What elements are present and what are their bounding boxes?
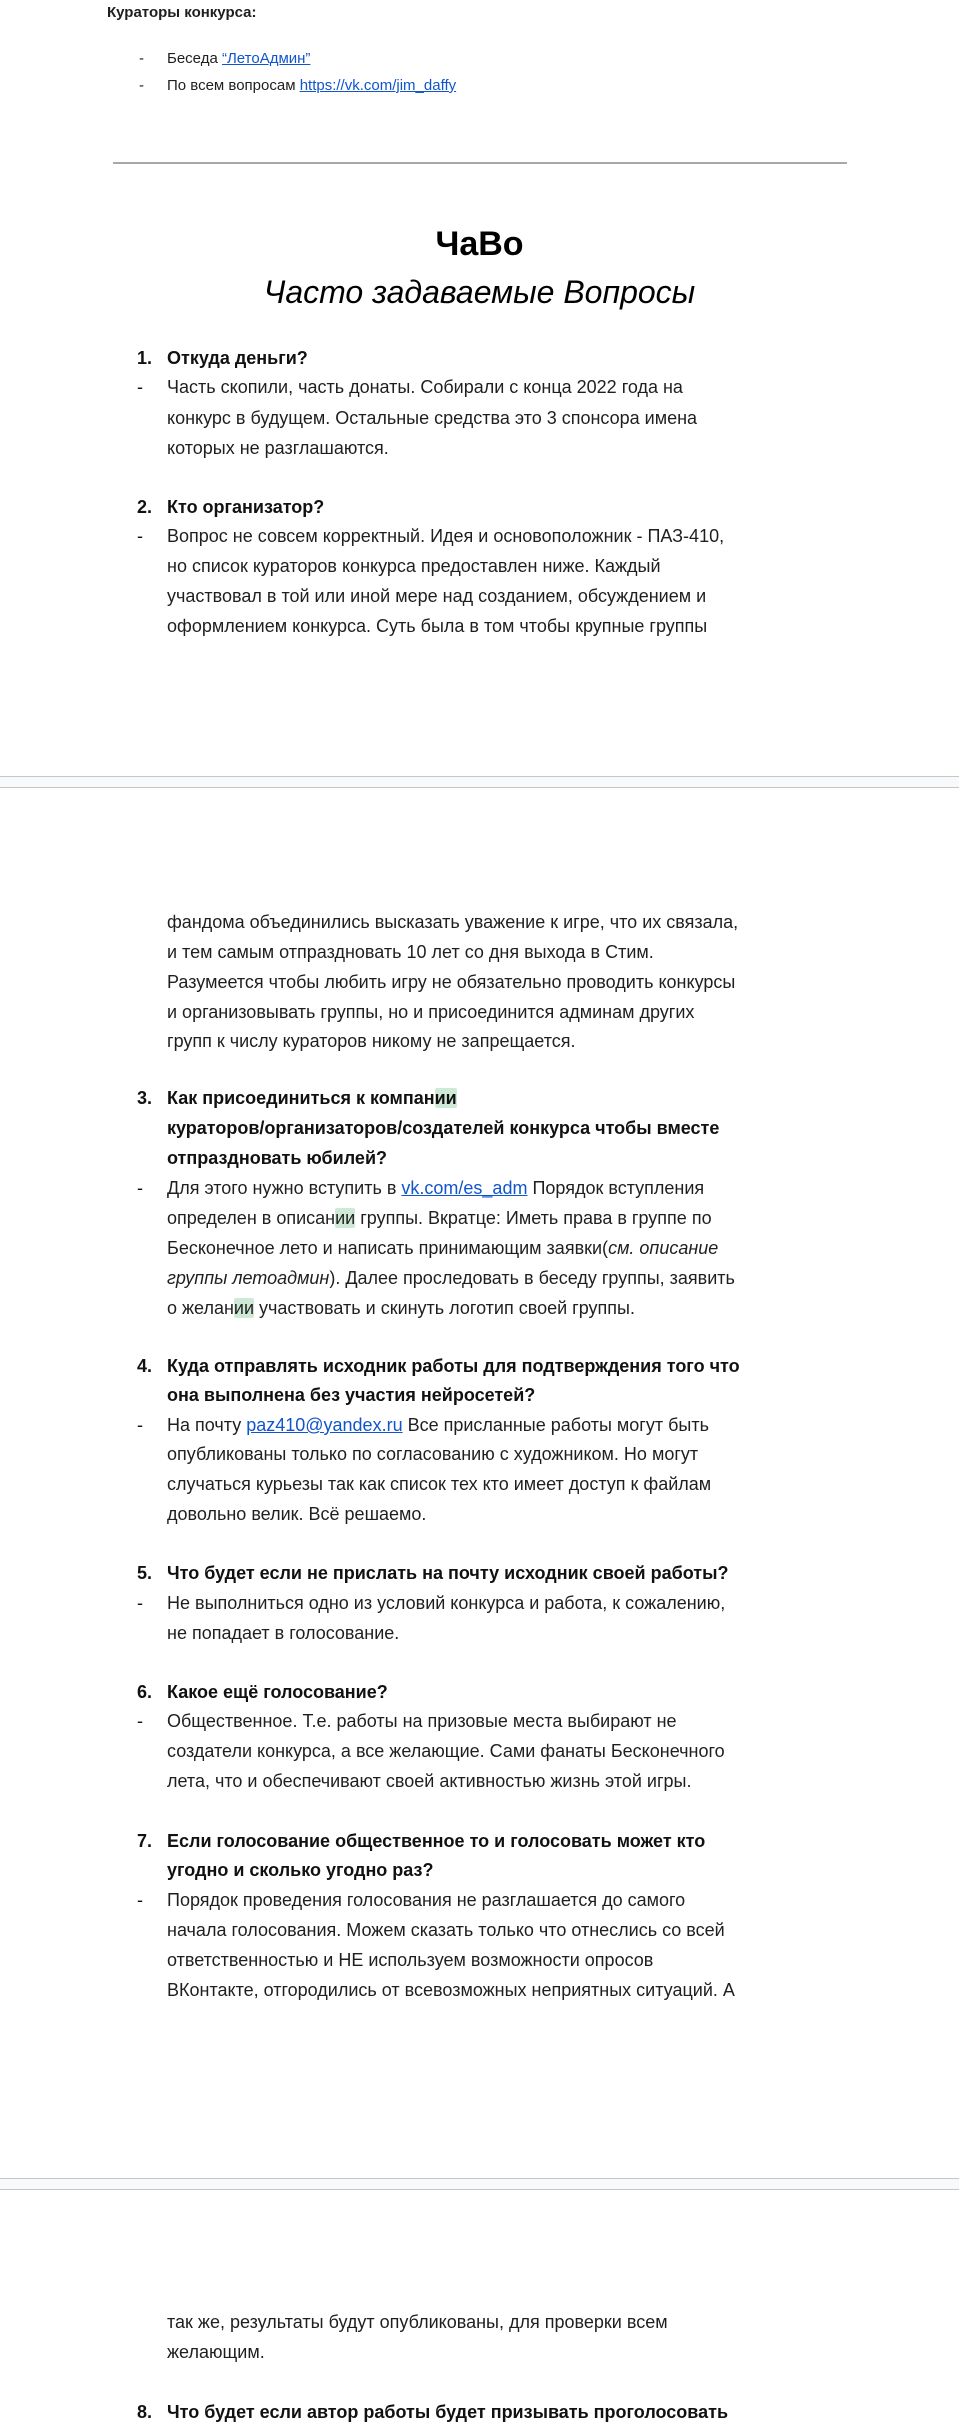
answer-bullet-dash: -: [137, 1593, 143, 1613]
question-line: [167, 1558, 728, 1588]
text-segment: Для этого нужно вступить в: [167, 1178, 402, 1198]
answer-line: [167, 1588, 725, 1618]
horizontal-divider: [113, 162, 847, 164]
text-segment: Что будет если автор работы будет призывать проголосовать: [167, 2402, 729, 2422]
email-or-vk-link[interactable]: vk.com/es_adm: [401, 1178, 528, 1198]
italic-text: см. описание: [608, 1238, 719, 1258]
text-segment: не попадает в голосование.: [167, 1623, 400, 1643]
answer-line: [167, 2337, 265, 2367]
question-line: [167, 1143, 387, 1173]
answer-bullet-dash: -: [137, 377, 143, 397]
curator-item-contact: [167, 76, 456, 96]
text-segment: Порядок вступления: [527, 1178, 705, 1198]
answer-line: [167, 521, 724, 551]
answer-line: [167, 581, 706, 611]
question-number: 1.: [137, 348, 153, 368]
text-segment: Все присланные работы могут быть: [402, 1415, 709, 1435]
answer-line: [167, 551, 661, 581]
bullet-dash: -: [139, 50, 144, 67]
letoadmin-chat-link[interactable]: “ЛетоАдмин”: [221, 50, 311, 67]
answer-line: [167, 1173, 704, 1203]
text-segment: начала голосования. Можем сказать только что отнеслись со всей: [167, 1920, 725, 1940]
text-segment: Куда отправлять исходник работы для подтверждения того что: [167, 1356, 740, 1376]
highlighted-text: ии: [335, 1208, 356, 1228]
question-line: [167, 2397, 728, 2427]
text-segment: и тем самым отпраздновать 10 лет со дня выхода в Стим.: [167, 942, 654, 962]
question-line: [167, 1083, 457, 1113]
text-segment: случаться курьезы так как список тех кто имеет доступ к файлам: [167, 1474, 712, 1494]
text-segment: определен в описан: [167, 1208, 336, 1228]
answer-line: [167, 372, 683, 402]
text-segment: отпраздновать юбилей?: [167, 1148, 388, 1168]
answer-line: [167, 1263, 735, 1293]
answer-bullet-dash: -: [137, 1890, 143, 1910]
text-segment: участвовал в той или иной мере над созданием, обсуждением и: [167, 586, 707, 606]
email-or-vk-link[interactable]: paz410@yandex.ru: [246, 1415, 403, 1435]
question-number: 2.: [137, 497, 153, 517]
page-break: [0, 2178, 959, 2190]
answer-line: [167, 1233, 718, 1263]
answer-bullet-dash: -: [137, 526, 143, 546]
answer-bullet-dash: -: [137, 1415, 143, 1435]
answer-bullet-dash: -: [137, 1178, 143, 1198]
text-segment: Вопрос не совсем корректный. Идея и основоположник - ПАЗ-410,: [167, 526, 725, 546]
answer-line: [167, 1618, 399, 1648]
text-segment: Бесконечное лето и написать принимающим заявки(: [167, 1238, 609, 1258]
curator-item-label: По всем вопросам: [167, 77, 300, 94]
answer-line: [167, 1945, 653, 1975]
question-line: [167, 492, 324, 522]
text-segment: Разумеется чтобы любить игру не обязательно проводить конкурсы: [167, 972, 736, 992]
answer-line: [167, 1766, 692, 1796]
answer-line: [167, 907, 738, 937]
text-segment: создатели конкурса, а все желающие. Сами фанаты Бесконечного: [167, 1741, 725, 1761]
italic-text: группы летоадмин: [167, 1268, 330, 1288]
faq-title: ЧаВо: [435, 225, 524, 263]
answer-line: [167, 997, 694, 1027]
answer-line: [167, 1293, 635, 1323]
question-line: [167, 343, 308, 373]
answer-line: [167, 967, 735, 997]
text-segment: Часть скопили, часть донаты. Собирали с конца 2022 года на: [167, 377, 683, 397]
text-segment: На почту: [167, 1415, 247, 1435]
text-segment: группы. Вкратце: Иметь права в группе по: [355, 1208, 712, 1228]
text-segment: Откуда деньги?: [167, 348, 308, 368]
text-segment: но список кураторов конкурса предоставлен ниже. Каждый: [167, 556, 661, 576]
text-segment: групп к числу кураторов никому не запрещается.: [167, 1031, 576, 1051]
text-segment: конкурс в будущем. Остальные средства это 3 спонсора имена: [167, 408, 698, 428]
text-segment: угодно и сколько угодно раз?: [167, 1860, 434, 1880]
question-number: 5.: [137, 1563, 153, 1583]
question-line: [167, 1826, 705, 1856]
text-segment: ответственностью и НЕ используем возможности опросов: [167, 1950, 654, 1970]
question-number: 6.: [137, 1682, 153, 1702]
answer-line: [167, 1499, 426, 1529]
question-number: 7.: [137, 1831, 153, 1851]
curator-item-chat: [167, 49, 310, 69]
question-number: 3.: [137, 1088, 153, 1108]
text-segment: желающим.: [167, 2342, 265, 2362]
answer-line: [167, 1410, 709, 1440]
answer-bullet-dash: -: [137, 1711, 143, 1731]
answer-line: [167, 1439, 698, 1469]
text-segment: ВКонтакте, отгородились от всевозможных неприятных ситуаций. А: [167, 1980, 735, 2000]
answer-line: [167, 1469, 711, 1499]
curators-heading: Кураторы конкурса:: [107, 4, 257, 21]
text-segment: Если голосование общественное то и голосовать может кто: [167, 1831, 706, 1851]
text-segment: лета, что и обеспечивают своей активностью жизнь этой игры.: [167, 1771, 692, 1791]
answer-line: [167, 611, 707, 641]
text-segment: Какое ещё голосование?: [167, 1682, 388, 1702]
text-segment: опубликованы только по согласованию с художником. Но могут: [167, 1444, 699, 1464]
text-segment: Как присоединиться к компан: [167, 1088, 435, 1108]
answer-line: [167, 1975, 735, 2005]
question-line: [167, 1351, 740, 1381]
text-segment: о желан: [167, 1298, 234, 1318]
question-line: [167, 1677, 388, 1707]
answer-line: [167, 1026, 576, 1056]
text-segment: Общественное. Т.е. работы на призовые места выбирают не: [167, 1711, 677, 1731]
highlighted-text: ии: [233, 1298, 255, 1318]
text-segment: она выполнена без участия нейросетей?: [167, 1385, 536, 1405]
text-segment: так же, результаты будут опубликованы, для проверки всем: [167, 2312, 668, 2332]
text-segment: Что будет если не прислать на почту исходник своей работы?: [167, 1563, 729, 1583]
text-segment: Порядок проведения голосования не разглашается до самого: [167, 1890, 686, 1910]
text-segment: довольно велик. Всё решаемо.: [167, 1504, 427, 1524]
text-segment: Не выполниться одно из условий конкурса и работа, к сожалению,: [167, 1593, 726, 1613]
faq-subtitle: Часто задаваемые Вопросы: [263, 274, 696, 310]
text-segment: Кто организатор?: [167, 497, 325, 517]
answer-line: [167, 1915, 725, 1945]
text-segment: и организовывать группы, но и присоединится админам других: [167, 1002, 695, 1022]
text-segment: участвовать и скинуть логотип своей группы.: [254, 1298, 635, 1318]
question-number: 8.: [137, 2402, 153, 2422]
vk-contact-link[interactable]: https://vk.com/jim_daffy: [299, 77, 457, 94]
answer-line: [167, 937, 654, 967]
answer-line: [167, 403, 697, 433]
answer-line: [167, 1885, 685, 1915]
question-line: [167, 1855, 433, 1885]
question-line: [167, 1380, 535, 1410]
text-segment: ). Далее проследовать в беседу группы, заявить: [329, 1268, 735, 1288]
text-segment: оформлением конкурса. Суть была в том чтобы крупные группы: [167, 616, 708, 636]
answer-line: [167, 1706, 677, 1736]
page-break: [0, 776, 959, 788]
highlighted-text: ии: [434, 1088, 457, 1108]
text-segment: кураторов/организаторов/создателей конкурса чтобы вместе: [167, 1118, 720, 1138]
answer-line: [167, 1203, 712, 1233]
answer-line: [167, 2307, 668, 2337]
question-number: 4.: [137, 1356, 153, 1376]
question-line: [167, 1113, 719, 1143]
curator-item-label: Беседа: [167, 50, 222, 67]
text-segment: фандома объединились высказать уважение к игре, что их связала,: [167, 912, 739, 932]
bullet-dash: -: [139, 77, 144, 94]
answer-line: [167, 433, 389, 463]
answer-line: [167, 1736, 725, 1766]
text-segment: которых не разглашаются.: [167, 438, 389, 458]
